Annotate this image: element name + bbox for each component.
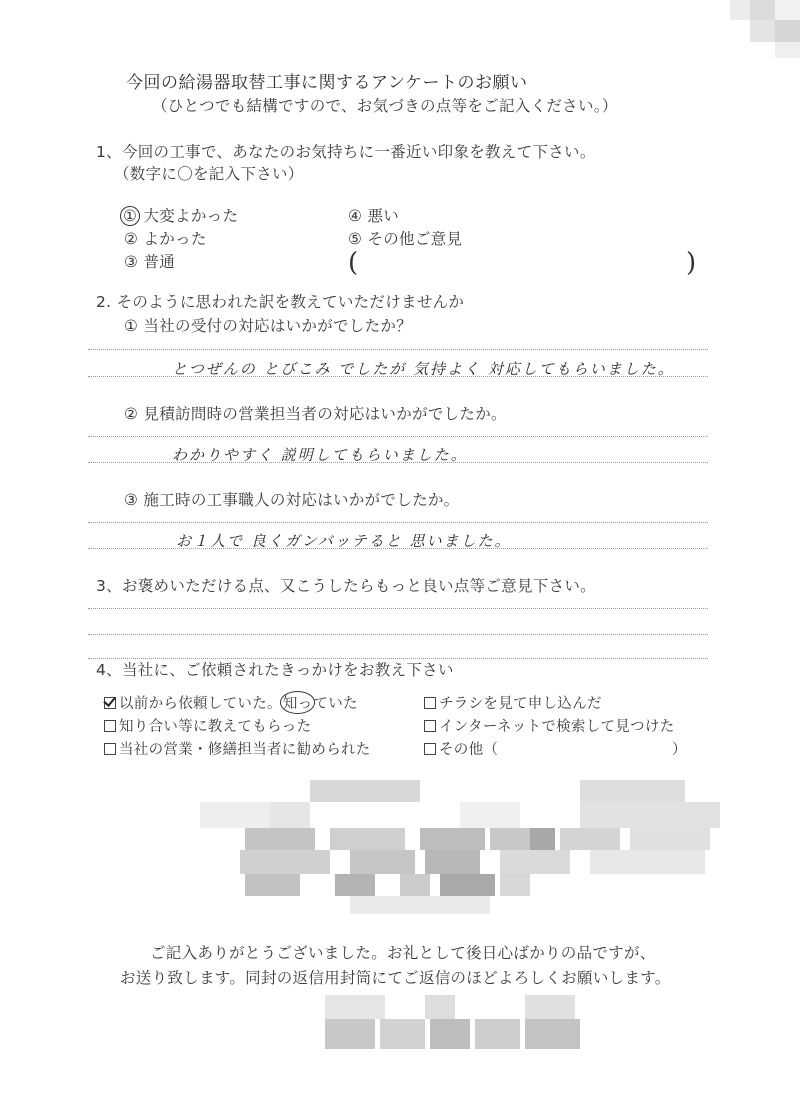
q1-option-5[interactable]: ⑤ その他ご意見: [348, 230, 463, 248]
q1-instruction: （数字に〇を記入下さい）: [114, 165, 304, 183]
survey-subtitle: （ひとつでも結構ですので、お気づきの点等をご記入ください。）: [152, 97, 618, 115]
q1-option-2[interactable]: ② よかった: [124, 230, 207, 248]
checkbox[interactable]: [104, 743, 116, 755]
handwritten-circle-mark: 知っ: [280, 691, 316, 714]
q4-option-internet[interactable]: インターネットで検索して見つけた: [424, 715, 675, 736]
q4-other-close-paren: ）: [672, 742, 687, 758]
redacted-footer-mosaic: [325, 995, 585, 1055]
q1-other-paren-open: (: [348, 248, 359, 278]
checkbox[interactable]: [424, 720, 436, 732]
answer-line: [88, 376, 708, 377]
q4-option-previous[interactable]: 以前から依頼していた。知っていた: [104, 692, 358, 713]
answer-line: [88, 608, 708, 609]
q2-answer2-handwritten[interactable]: わかりやすく 説明してもらいました。: [172, 446, 468, 464]
answer-line: [88, 522, 708, 523]
redacted-corner-mosaic: [730, 0, 800, 60]
checkbox[interactable]: [104, 720, 116, 732]
selected-circle-mark: ①: [120, 206, 140, 226]
q3-question: 3、お褒めいただける点、又こうしたらもっと良い点等ご意見下さい。: [96, 577, 596, 595]
answer-line: [88, 462, 708, 463]
q1-other-paren-close: ): [686, 248, 697, 278]
answer-line: [88, 436, 708, 437]
survey-title: 今回の給湯器取替工事に関するアンケートのお願い: [126, 73, 528, 93]
redacted-info-mosaic: [200, 780, 720, 915]
checkbox[interactable]: [424, 697, 436, 709]
answer-line: [88, 634, 708, 635]
q4-question: 4、当社に、ご依頼されたきっかけをお教え下さい: [96, 661, 454, 679]
q1-option-1[interactable]: ① 大変よかった: [122, 204, 238, 226]
footer-line-1: ご記入ありがとうございました。お礼として後日心ばかりの品ですが、: [150, 944, 656, 962]
q2-sub2: ② 見積訪問時の営業担当者の対応はいかがでしたか。: [124, 405, 507, 423]
q2-sub3: ③ 施工時の工事職人の対応はいかがでしたか。: [124, 491, 460, 509]
q4-option-flyer[interactable]: チラシを見て申し込んだ: [424, 692, 602, 713]
q2-answer1-handwritten[interactable]: とつぜんの とびこみ でしたが 気持よく 対応してもらいました。: [172, 360, 675, 378]
q1-option-4[interactable]: ④ 悪い: [348, 207, 400, 225]
q4-option-other[interactable]: その他（: [424, 738, 498, 759]
answer-line: [88, 349, 708, 350]
answer-line: [88, 548, 708, 549]
q2-answer3-handwritten[interactable]: お１人で 良くガンバッテると 思いました。: [176, 532, 512, 550]
q1-option-3[interactable]: ③ 普通: [124, 253, 176, 271]
q2-sub1: ① 当社の受付の対応はいかがでしたか？: [124, 317, 413, 335]
q2-question: 2. そのように思われた訳を教えていただけませんか: [96, 293, 465, 311]
checkbox-checked[interactable]: [104, 697, 116, 709]
q1-question: 1、今回の工事で、あなたのお気持ちに一番近い印象を教えて下さい。: [96, 143, 596, 161]
checkbox[interactable]: [424, 743, 436, 755]
q4-option-sales[interactable]: 当社の営業・修繕担当者に勧められた: [104, 738, 371, 759]
q4-option-referral[interactable]: 知り合い等に教えてもらった: [104, 715, 311, 736]
footer-line-2: お送り致します。同封の返信用封筒にてご返信のほどよろしくお願いします。: [120, 969, 671, 987]
